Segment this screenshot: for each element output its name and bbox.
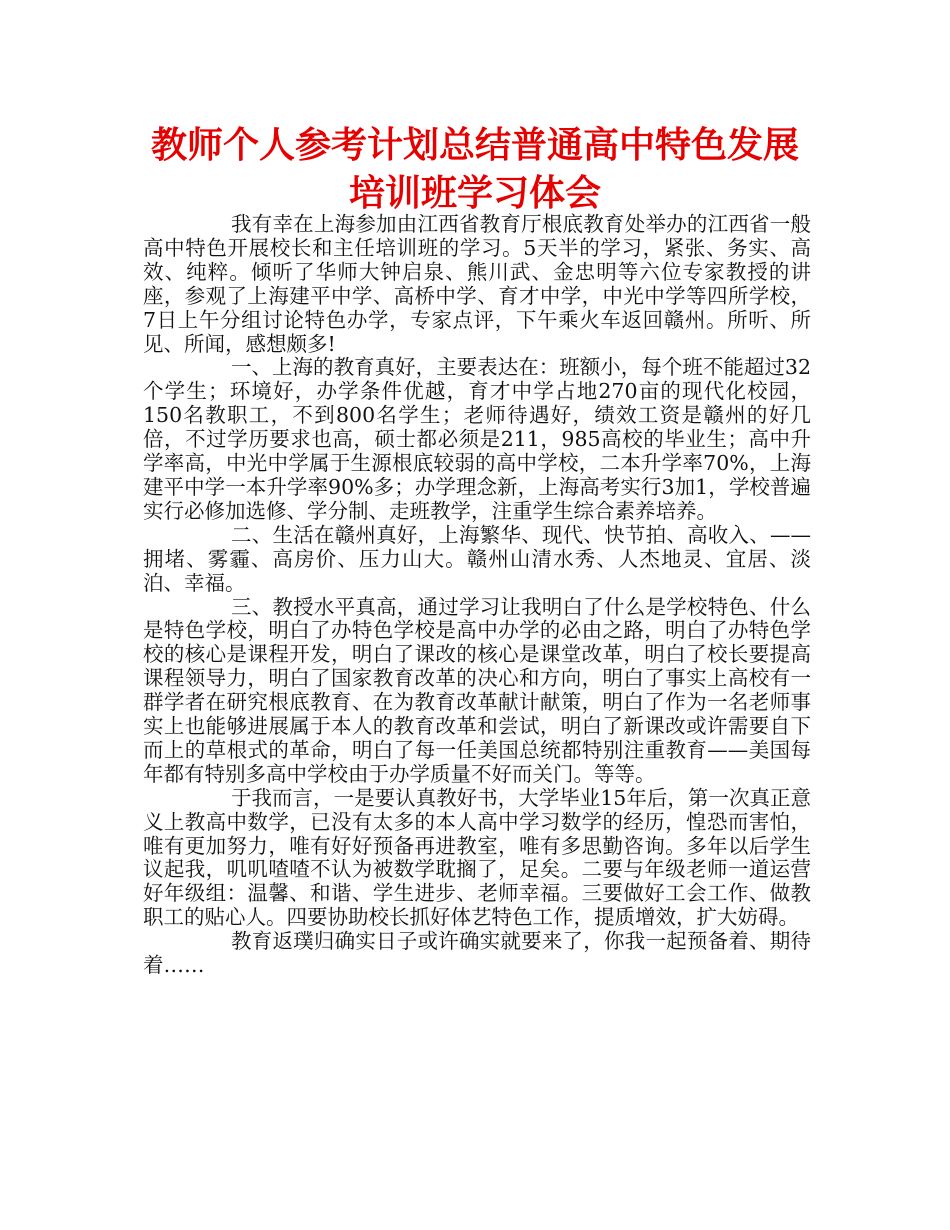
document-body	[143, 213, 811, 978]
paragraph-closing: 教育返璞归确实日子或许确实就要来了，你我一起预备着、期待着……	[143, 929, 811, 978]
paragraph-shanghai-education: 一、上海的教育真好，主要表达在：班额小，每个班不能超过32个学生；环境好，办学条件优越，育才中学占地270亩的现代化校园，150名教职工，不到800名学生；老师待遇好，绩效工资是赣州的好几倍，不过学历要求也高，硕士都必须是211，985高校的毕业生；高中升学率高，中光中学属于生源根底较弱的高中学校，二本升学率70%，上海建平中学一本升学率90%多；办学理念新，上海高考实行3加1，学校普遍实行必修加选修、学分制、走班教学，注重学生综合素养培养。	[143, 355, 811, 523]
document-title: 教师个人参考计划总结普通高中特色发展培训班学习体会	[150, 125, 799, 214]
paragraph-professors: 三、教授水平真高，通过学习让我明白了什么是学校特色、什么是特色学校，明白了办特色学校是高中办学的必由之路，明白了办特色学校的核心是课程开发，明白了课改的核心是课堂改革，明白了校长要提高课程领导力，明白了国家教育改革的决心和方向，明白了事实上高校有一群学者在研究根底教育、在为教育改革献计献策，明白了作为一名老师事实上也能够进展属于本人的教育改革和尝试，明白了新课改或许需要自下而上的草根式的革命，明白了每一任美国总统都特别注重教育——美国每年都有特别多高中学校由于办学质量不好而关门。等等。	[143, 594, 811, 786]
paragraph-personal-plan: 于我而言，一是要认真教好书，大学毕业15年后，第一次真正意义上教高中数学，已没有太多的本人高中学习数学的经历，惶恐而害怕，唯有更加努力，唯有好好预备再进教室，唯有多思勤咨询。多年以后学生议起我，叽叽喳喳不认为被数学耽搁了，足矣。二要与年级老师一道运营好年级组：温馨、和谐、学生进步、老师幸福。三要做好工会工作、做教职工的贴心人。四要协助校长抓好体艺特色工作，提质增效，扩大妨碍。	[143, 785, 811, 930]
paragraph-ganzhou-life: 二、生活在赣州真好，上海繁华、现代、快节拍、高收入、——拥堵、雾霾、高房价、压力山大。赣州山清水秀、人杰地灵、宜居、淡泊、幸福。	[143, 522, 811, 595]
paragraph-intro: 我有幸在上海参加由江西省教育厅根底教育处举办的江西省一般高中特色开展校长和主任培训班的学习。5天半的学习，紧张、务实、高效、纯粹。倾听了华师大钟启泉、熊川武、金忠明等六位专家教授的讲座，参观了上海建平中学、高桥中学、育才中学，中光中学等四所学校，7日上午分组讨论特色办学，专家点评，下午乘火车返回赣州。所听、所见、所闻，感想颇多!	[143, 212, 811, 356]
